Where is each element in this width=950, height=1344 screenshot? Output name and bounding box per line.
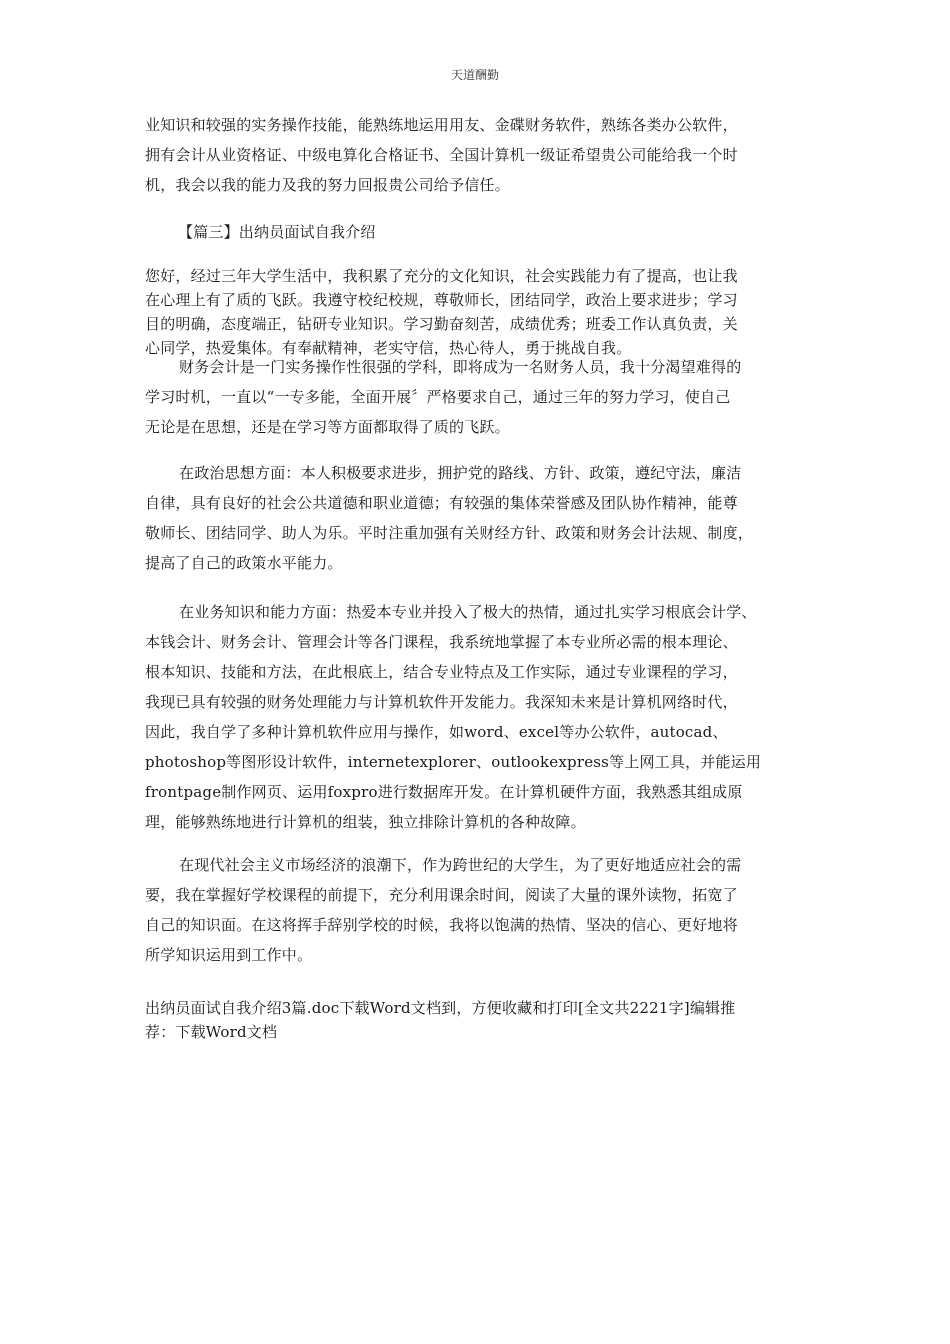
text-line: 无论是在思想，还是在学习等方面都取得了质的飞跃。 bbox=[145, 418, 510, 436]
text-line: 自己的知识面。在这将挥手辞别学校的时候，我将以饱满的热情、坚决的信心、更好地将 bbox=[145, 916, 738, 934]
text-line: 财务会计是一门实务操作性很强的学科，即将成为一名财务人员，我十分渴望难得的 bbox=[179, 358, 742, 376]
text-line: 机，我会以我的能力及我的努力回报贵公司给予信任。 bbox=[145, 176, 510, 194]
text-line: 拥有会计从业资格证、中级电算化合格证书、全国计算机一级证希望贵公司能给我一个时 bbox=[145, 146, 738, 164]
text-line: 我现已具有较强的财务处理能力与计算机软件开发能力。我深知未来是计算机网络时代， bbox=[145, 693, 738, 711]
text-line: 理，能够熟练地进行计算机的组装，独立排除计算机的各种故障。 bbox=[145, 813, 586, 831]
text-line: 学习时机，一直以“一专多能，全面开展〞严格要求自己，通过三年的努力学习，使自己 bbox=[145, 388, 731, 406]
text-line: 目的明确，态度端正，钻研专业知识。学习勤奋刻苦，成绩优秀；班委工作认真负责，关 bbox=[145, 315, 738, 333]
text-line: 提高了自己的政策水平能力。 bbox=[145, 554, 343, 572]
text-line: 业知识和较强的实务操作技能，能熟练地运用用友、金碟财务软件，熟练各类办公软件， bbox=[145, 116, 738, 134]
text-line: frontpage制作网页、运用foxpro进行数据库开发。在计算机硬件方面，我熟悉其组成原 bbox=[145, 783, 743, 801]
text-line: 所学知识运用到工作中。 bbox=[145, 946, 313, 964]
text-line: 因此，我自学了多种计算机软件应用与操作，如word、excel等办公软件，autocad、 bbox=[145, 723, 728, 741]
download-word-link[interactable]: 荐：下载Word文档 bbox=[145, 1023, 278, 1041]
text-line: 根本知识、技能和方法，在此根底上，结合专业特点及工作实际，通过专业课程的学习， bbox=[145, 663, 738, 681]
page-header: 天道酬勤 bbox=[450, 68, 499, 82]
text-line: 心同学，热爱集体。有奉献精神，老实守信，热心待人，勇于挑战自我。 bbox=[145, 339, 632, 357]
text-line: 在心理上有了质的飞跃。我遵守校纪校规，尊敬师长，团结同学，政治上要求进步；学习 bbox=[145, 291, 738, 309]
text-line: 敬师长、团结同学、助人为乐。平时注重加强有关财经方针、政策和财务会计法规、制度， bbox=[145, 524, 754, 542]
paragraph-politics bbox=[145, 458, 810, 578]
text-line: 本钱会计、财务会计、管理会计等各门课程，我系统地掌握了本专业所必需的根本理论、 bbox=[145, 633, 738, 651]
text-line: 在业务知识和能力方面：热爱本专业并投入了极大的热情，通过扎实学习根底会计学、 bbox=[179, 603, 757, 621]
text-line: 自律，具有良好的社会公共道德和职业道德；有较强的集体荣誉感及团队协作精神，能尊 bbox=[145, 494, 738, 512]
text-line: 在政治思想方面：本人积极要求进步，拥护党的路线、方针、政策，遵纪守法，廉洁 bbox=[179, 464, 742, 482]
text-line: 在现代社会主义市场经济的浪潮下，作为跨世纪的大学生，为了更好地适应社会的需 bbox=[179, 856, 742, 874]
text-line: 出纳员面试自我介绍3篇.doc下载Word文档到，方便收藏和打印[全文共2221字]编辑推 bbox=[145, 999, 736, 1017]
download-footer bbox=[145, 996, 810, 1044]
paragraph-social bbox=[145, 850, 810, 970]
text-line: 您好，经过三年大学生活中，我积累了充分的文化知识，社会实践能力有了提高，也让我 bbox=[145, 267, 738, 285]
paragraph-intro bbox=[145, 264, 810, 360]
paragraph-continuation bbox=[145, 110, 810, 200]
section-heading: 【篇三】出纳员面试自我介绍 bbox=[178, 223, 376, 241]
text-line: photoshop等图形设计软件，internetexplorer、outlookexpress等上网工具，并能运用 bbox=[145, 753, 762, 771]
paragraph-skills bbox=[145, 597, 810, 837]
paragraph-finance bbox=[145, 352, 810, 442]
text-line: 要，我在掌握好学校课程的前提下，充分利用课余时间，阅读了大量的课外读物，拓宽了 bbox=[145, 886, 738, 904]
